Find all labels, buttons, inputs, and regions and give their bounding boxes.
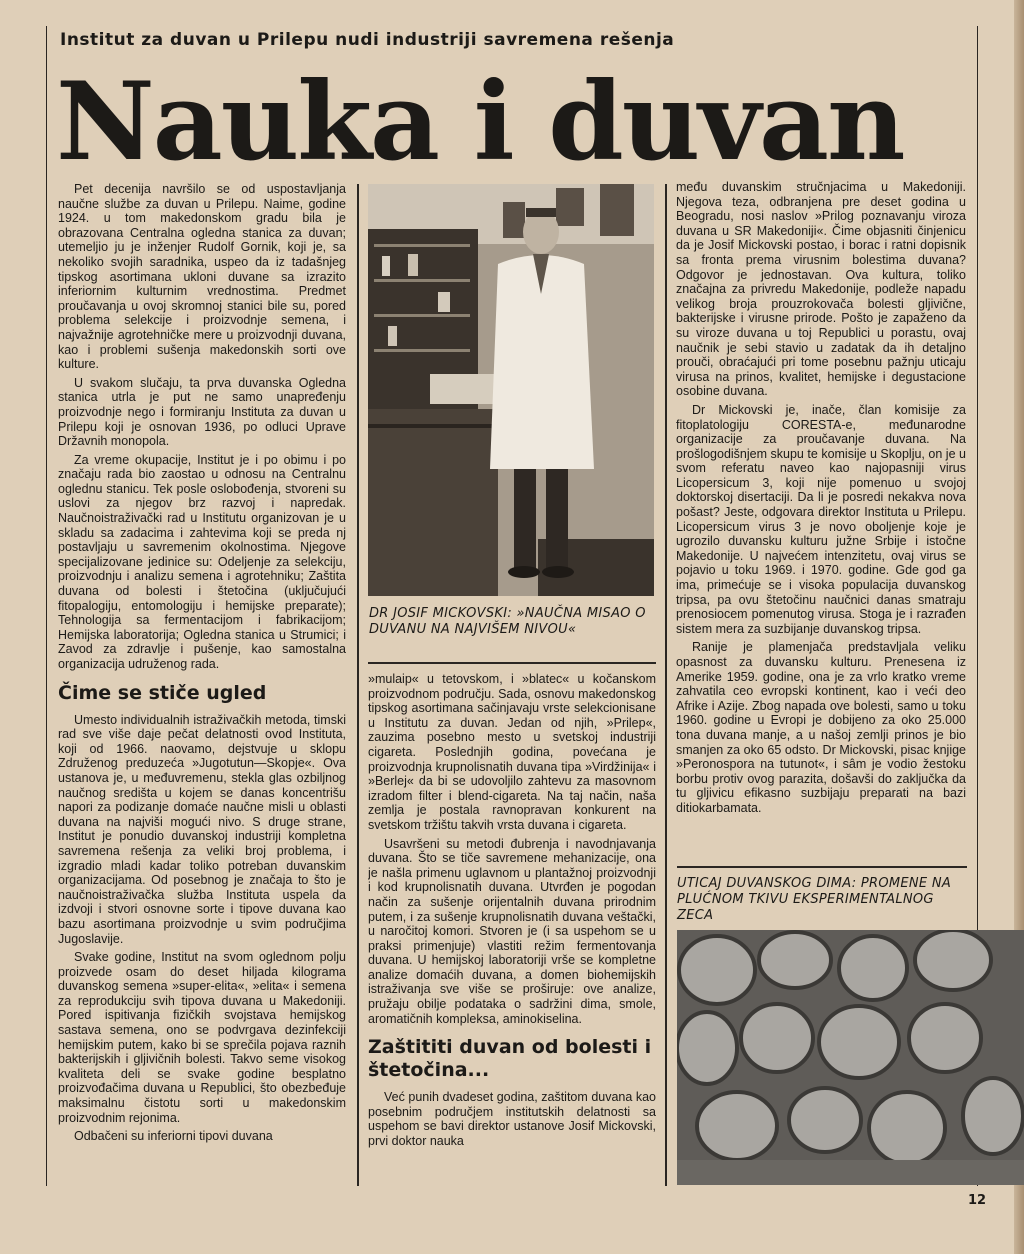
section-heading: Zaštititi duvan od bolesti i štetočina... [368, 1036, 652, 1082]
article-column-3 [676, 180, 966, 860]
paragraph: Ranije je plamenjača predstavljala veliku opasnost za duvansku kulturu. Prenesena iz Amerike 1959. godine, ona je za vrlo kratko vreme zahvatila ceo evropski kontinent, kao i veći deo Afrike i Azije. Zbog napada ove bolesti, samo u toku 1960. godine u Evropi je dobijeno za oko 25.000 tona duvana manje, a u našoj zemlji prinos je bio smanjen za oko 65 odsto. Dr Mickovski, pisac knjige »Peronospora na tutunot«, i sâm je vodio žestoku borbu protiv ovog parazita, došavši do zaključka da tu gljivicu efikasno suzbijaju preparati na bazi ditiokarbamata. [676, 640, 966, 815]
article-column-2 [368, 672, 656, 1186]
paragraph: U svakom slučaju, ta prva duvanska Ogledna stanica utrla je put ne samo unapređenju proizvodnje nego i formiranju Instituta za duvan u Prilepu koji je osnovan 1936, po odluci Uprave Državnih monopola. [58, 375, 346, 449]
article-column-1 [58, 182, 346, 1186]
portrait-photo [368, 184, 654, 596]
paragraph: Odbačeni su inferiorni tipovi duvana [74, 1129, 273, 1144]
section-heading: Čime se stiče ugled [58, 681, 267, 704]
paragraph: Već punih dvadeset godina, zaštitom duvana kao posebnim područjem institutskih delatnosti sa uspehom se bavi direktor ustanove Josif Mickovski, prvi doktor nauka [368, 1090, 656, 1149]
column-divider [665, 184, 667, 1186]
paragraph: Pet decenija navršilo se od uspostavljanja naučne službe za duvan u Prilepu. Naime, godine 1924. u tom makedonskom gradu bila je obrazovana Centralna ogledna stanica za duvan; utemeljio ju je inženjer Rudolf Gornik, koji je, sa nekoliko svojih saradnika, uspeo da iz tadašnjeg tipskog asortimana ukloni duvane sa izrazito inferiornim kulturnim vrednostima. Predmet proučavanja u ovoj skromnoj stanici bile su, pored problema selekcije i proizvodnje semena, i najvažnije agrotehničke mere u proizvodnji duvana, kao i problemi sušenja makedonskih sorti ove kulture. [58, 182, 346, 372]
kicker-line: Institut za duvan u Prilepu nudi industriji savremena rešenja [60, 30, 675, 50]
photo-caption: UTICAJ DUVANSKOG DIMA: PROMENE NA PLUĆNOM TKIVU EKSPERIMENTALNOG ZECA [677, 876, 952, 923]
paragraph: Za vreme okupacije, Institut je i po obimu i po značaju rada bio zaostao u odnosu na Centralnu oglednu stanicu. Tek posle oslobođenja, stvoreni su uslovi za njegov brz razvoj i napredak. Naučnoistraživački rad u Institutu organizovan je u skladu sa zadacima i zahtevima koji se preda nj postavljaju u savremenim okolnostima. Njegove specijalizovane jedinice su: Odeljenje za selekciju, proizvodnju i analizu semena i agrotehniku; Zaštita duvana od bolesti i štetočina (uključujući fitopalogiju, entomologiju i hemijske preparate); Tehnologija sa fermentacijom i fabrikacijom; Hemijska laboratorija; Ogledna stanica u Strumici; i Zavod za zdravlje i pušenje, kao samostalna organizacija udruženog rada. [58, 452, 346, 671]
paragraph: Usavršeni su metodi đubrenja i navodnjavanja duvana. Što se tiče savremene mehanizacije, ona je našla primenu uglavnom u plantažnoj proizvodnji i kod krupnolisnatih duvana. Utvrđen je pogodan način za sušenje orijentalnih duvana prirodnim putem, i za sušenje krupnolisnatih duvana veštački, u naročitoj komori. Stvoren je (i sa uspehom se u praksi primenjuje) vlastiti režim fermentovanja duvana. U hemijskoj laboratoriji vrše se kompletne analize domaćih duvana, a domen biohemijskih istraživanja sve više se proširuje: ove analize, pružaju obilje podataka o sadržini dima, smole, aromatičnih kompleksa, aminokiselina. [368, 836, 656, 1026]
caption-rule [677, 866, 967, 868]
paragraph: Umesto individualnih istraživačkih metoda, timski rad sve više daje pečat delatnosti ovod Instituta, koji od 1966. naovamo, dejstvuje u sklopu Združenog preduzeća »Jugotutun—Skopje«. Ova ustanova je, u međuvremenu, stekla glas ozbiljnog naučnog središta u kojem se danas koncentrišu napori za podizanje domaće naučne misli u oblasti duvana na najviši mogući nivo. S druge strane, Institut je ponudio duvanskoj industriji kompletna savremena rešenja za veliki broj problema, i izgradio mladi kadar toliko potreban duvanskim organizacijama. Od posebnog je značaja to što je naučnoistraživačka služba Instituta uspela da izdvoji i stvori osnovne sorte i tipove duvana kao bazu asortimana proizvodnje u svim područjima Jugoslavije. [58, 712, 346, 946]
paragraph: Dr Mickovski je, inače, član komisije za fitoplatologiju CORESTA-e, međunarodne organizacije za proučavanje duvana. Na prošlogodišnjem skupu te komisije u Skoplju, on je u svom referatu naveo kao najopasniji virus Licopersicum 3, koji nije pomenuo u svojoj doktorskoj disertaciji. Da li je posredi nekakva nova pošast? Jeste, odgovara direktor Instituta u Prilepu. Licopersicum virus 3 je novo oboljenje koje je ugrozilo duvansku kulturu južne Srbije i istočne Makedonije. U najvećem intenzitetu, ovaj virus se pojavio u toku 1969. i 1970. godine. Gde god ga ima, primećuje se i visoka populacija duvanskog tripsa, pa ovu štetočinu naučnici danas smatraju prenosiocem pomenutog virusa. Stoga je i razrađen sistem mera za suzbijanje duvanskog tripsa. [676, 402, 966, 636]
page-number: 12 [968, 1193, 987, 1208]
caption-rule [368, 662, 656, 664]
scientist-photo-illustration [368, 184, 654, 596]
paragraph: »mulaip« u tetovskom, i »blatec« u kočanskom proizvodnom području. Sada, osnovu makedonskog tipskog asortimana sačinjavaju vrste selekcionisane u Institutu za duvan. Jedan od njih, »Prilep«, zauzima posebno mesto u svetskoj industriji cigareta. Poslednjih godina, povećana je proizvodnja krupnolisnatih duvana tipa »Virdžinija« i »Berlej« da bi se udovoljilo zahtevu za masovnom izradom filter i blend-cigareta. Na taj način, naša zemlja je postala ravnopravan konkurent na svetskom tržištu takvih vrsta duvana i cigareta. [368, 672, 656, 832]
micrograph-photo [677, 930, 1024, 1185]
article-headline: Nauka i duvan [56, 62, 904, 182]
column-divider [357, 184, 359, 1186]
paragraph: Svake godine, Institut na svom oglednom polju proizvede osam do deset hiljada kilograma duvanskog semena »super-elita«, »elita« i semena za reprodukciju svih tipova duvana u Makedoniji. Pored ispitivanja fizičkih svojstava hemijskog sastava semena, ono se podvrgava dezinfekciji hemijskim putem, kako bi se sprečila pojava raznih bakterijskih i gljivičnih bolesti. Takvo seme visokog kvaliteta deli se svake godine besplatno proizvođačima duvana u Republici, što obezbeđuje maksimalnu čistotu sorti u makedonskim proizvodnim rejonima. [58, 950, 346, 1125]
lung-tissue-illustration [677, 930, 1024, 1185]
paragraph: među duvanskim stručnjacima u Makedoniji. Njegova teza, odbranjena pre deset godina u Beogradu, nosi naslov »Prilog poznavanju viroza duvana u SR Makedoniji«. Čime objasniti činjenicu da je Josif Mickovski postao, i borac i ratni dopisnik sa fronta prema virusnim bolestima duvana? Odgovor je jednostavan. Ova kultura, toliko značajna za privredu Makedonije, podleže napadu velikog broja prouzrokovača bolesti gljivične, bakterijske i virusne prirode. Pošto je zapaženo da su viroze duvana u toj Republici u porastu, ovaj naučnik je sebi stavio u zadatak da ih detaljno prouči, obraćajući pri tome posebnu pažnju uticaju virusa na prinos, kvalitet, hemijske i degustacione osobine duvana. [676, 180, 966, 399]
photo-caption: DR JOSIF MICKOVSKI: »NAUČNA MISAO O DUVANU NA NAJVIŠEM NIVOU« [369, 606, 646, 637]
